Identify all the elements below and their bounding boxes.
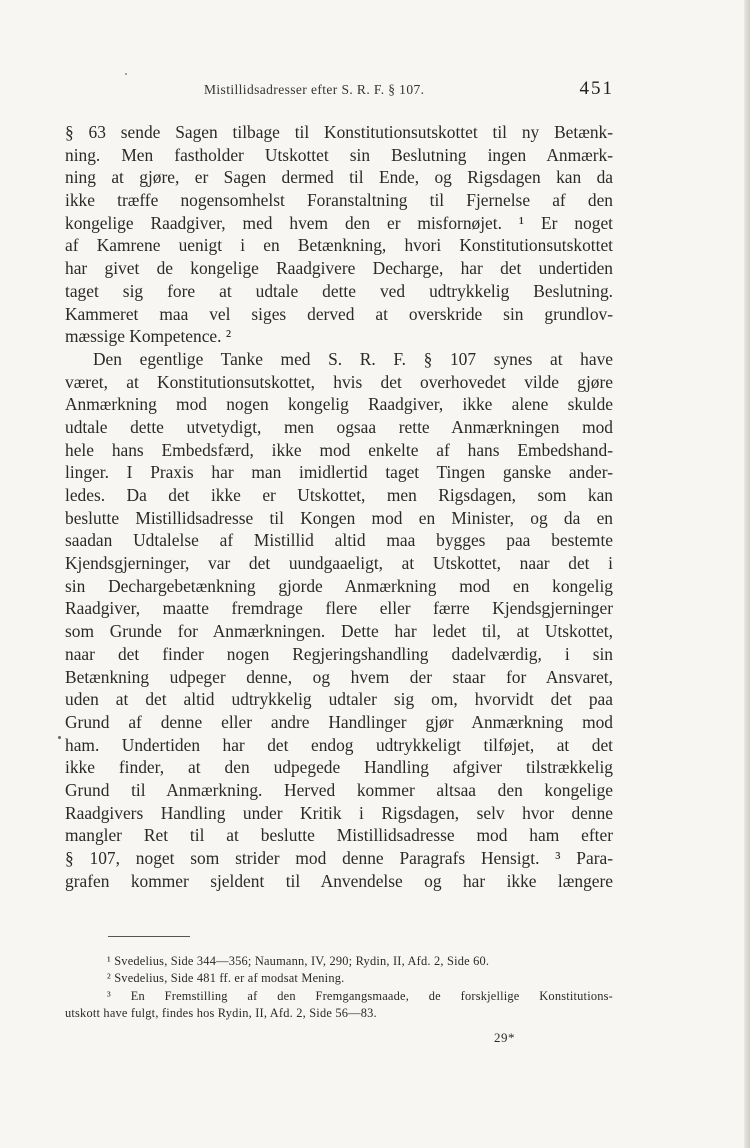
footnote-1: ¹ Svedelius, Side 344—356; Naumann, IV, 290; Rydin, II, Afd. 2, Side 60. (107, 954, 490, 968)
text-line: ikke træffe nogensomhelst Foranstaltning til Fjernelse af den (65, 190, 613, 211)
paragraph-start-line: Den egentlige Tanke med S. R. F. § 107 synes at have (93, 348, 613, 369)
page-number: 451 (579, 78, 614, 99)
text-line: har givet de kongelige Raadgivere Decharge, har det undertiden (65, 258, 613, 279)
footnote-2: ² Svedelius, Side 481 ff. er af modsat Mening. (107, 971, 345, 986)
text-line: beslutte Mistillidsadresse til Kongen mod en Minister, og da en (65, 507, 613, 528)
text-line: § 63 sende Sagen tilbage til Konstitutionsutskottet til ny Betænk- (65, 122, 613, 142)
text-line: af Kamrene uenigt i en Betænkning, hvori Konstitutionsutskottet (65, 235, 613, 256)
text-line: Kammeret maa vel siges derved at overskride sin grundlov- (65, 303, 613, 324)
text-line: naar det finder nogen Regjeringshandling dadelværdig, i sin (65, 643, 613, 664)
text-line: ikke finder, at den udpegede Handling afgiver tilstrækkelig (65, 757, 613, 778)
footnote-rule (108, 936, 190, 937)
text-line: Grund af denne eller andre Handlinger gjør Anmærkning mod (65, 711, 613, 732)
text-line: mangler Ret til at beslutte Mistillidsadresse mod ham efter (65, 825, 613, 846)
text-line: hele hans Embedsfærd, ikke mod enkelte af hans Embedshand- (65, 439, 613, 460)
text-line: som Grunde for Anmærkningen. Dette har ledet til, at Utskottet, (65, 621, 613, 642)
running-head: Mistillidsadresser efter S. R. F. § 107. (204, 82, 425, 97)
ink-speck (58, 736, 61, 739)
footnote-3-continued: utskott have fulgt, findes hos Rydin, II, Afd. 2, Side 56—83. (65, 1006, 377, 1021)
text-line: ledes. Da det ikke er Utskottet, men Rigsdagen, som kan (65, 485, 613, 505)
body-text (65, 121, 613, 892)
text-line: udtale dette utvetydigt, men ogsaa rette Anmærkningen mod (65, 416, 613, 437)
text-line: Grund til Anmærkning. Herved kommer altsaa den kongelige (65, 779, 613, 800)
page-edge (744, 0, 750, 1148)
text-line: ning. Men fastholder Utskottet sin Beslutning ingen Anmærk- (65, 144, 613, 165)
text-line: kongelige Raadgiver, med hvem den er misfornøjet. ¹ Er noget (65, 212, 613, 233)
text-line: Kjendsgjerninger, var det uundgaaeligt, at Utskottet, naar det i (65, 553, 613, 574)
footnote-3: ³ En Fremstilling af den Fremgangsmaade, de forskjellige Konstitutions- (107, 988, 613, 1003)
text-line: mæssige Kompetence. ² (65, 326, 232, 347)
text-line: ham. Undertiden har det endog udtrykkeligt tilføjet, at det (65, 734, 613, 755)
ink-speck (125, 73, 127, 75)
text-line: været, at Konstitutionsutskottet, hvis det overhovedet vilde gjøre (65, 371, 613, 392)
printer-signature: 29* (494, 1030, 515, 1045)
text-line: linger. I Praxis har man imidlertid taget Tingen ganske ander- (65, 462, 613, 483)
text-line: grafen kommer sjeldent til Anvendelse og har ikke længere (65, 870, 613, 891)
text-line: Raadgiver, maatte fremdrage flere eller færre Kjendsgjerninger (65, 598, 613, 619)
text-line: sin Dechargebetænkning gjorde Anmærkning mod en kongelig (65, 575, 613, 596)
page-header (112, 78, 612, 108)
text-line: Anmærkning mod nogen kongelig Raadgiver, ikke alene skulde (65, 394, 613, 415)
footnotes (65, 953, 613, 1023)
text-line: saadan Udtalelse af Mistillid altid maa bygges paa bestemte (65, 530, 613, 551)
text-line: ning at gjøre, er Sagen dermed til Ende, og Rigsdagen kan da (65, 167, 613, 188)
text-line: uden at det altid udtrykkelig udtaler sig om, hvorvidt det paa (65, 689, 613, 710)
text-line: taget sig fore at udtale dette ved udtrykkelig Beslutning. (65, 280, 613, 301)
text-line: Betænkning udpeger denne, og hvem der staar for Ansvaret, (65, 666, 613, 687)
text-line: Raadgivers Handling under Kritik i Rigsdagen, selv hvor denne (65, 802, 613, 823)
text-line: § 107, noget som strider mod denne Paragrafs Hensigt. ³ Para- (65, 848, 613, 868)
